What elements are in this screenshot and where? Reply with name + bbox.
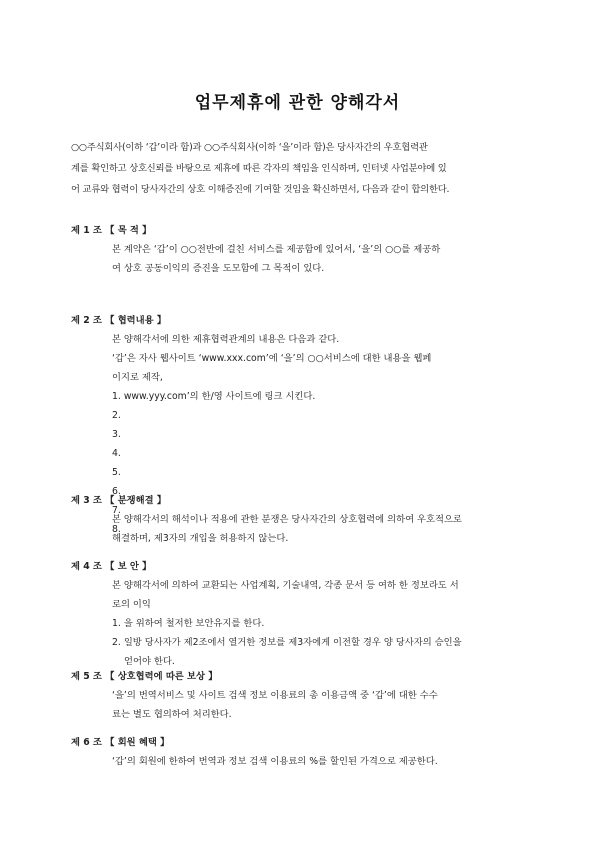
numbered-item: 2. <box>112 410 121 421</box>
article-title: 【 보 안 】 <box>105 561 152 572</box>
article-heading <box>71 558 541 576</box>
article-body <box>71 240 541 278</box>
article-title: 【 상호협력에 따른 보상 】 <box>105 671 218 682</box>
body-line: 본 양해각서의 해석이나 적용에 관한 분쟁은 당사자간의 상호협력에 의하여 우호적으로 <box>112 514 462 525</box>
body-line: 여 상호 공동이익의 증진을 도모함에 그 목적이 있다. <box>112 263 325 274</box>
article-6 <box>71 734 541 771</box>
body-line: 해결하며, 제3자의 개입을 허용하지 않는다. <box>112 533 289 544</box>
numbered-item: 1. 을 위하여 철저한 보안유지를 한다. <box>112 618 265 629</box>
intro-paragraph <box>71 137 535 200</box>
body-line: 로의 이익 <box>112 599 151 610</box>
article-number: 제 3 조 <box>71 495 102 506</box>
numbered-item: 2. 일방 당사자가 제2조에서 열거한 정보를 제3자에게 이전할 경우 양 당사자의 승인을 <box>112 637 462 648</box>
article-heading <box>71 734 541 752</box>
numbered-item: 6. <box>112 486 121 497</box>
article-5 <box>71 668 541 724</box>
intro-line: 어 교류와 협력이 당사자간의 상호 이해증진에 기여할 것임을 확신하면서, 다음과 같이 합의한다. <box>71 184 450 195</box>
numbered-item: 5. <box>112 467 121 478</box>
numbered-item: 8. <box>112 524 121 535</box>
article-title: 【 목 적 】 <box>105 225 152 236</box>
article-title: 【 분쟁해결 】 <box>105 495 167 506</box>
numbered-item: 1. www.yyy.com’의 한/영 사이트에 링크 시킨다. <box>112 391 316 402</box>
body-line: ‘갑’은 자사 웹사이트 ‘www.xxx.com’에 ‘을’의 ○○서비스에 대한 내용을 웹페 <box>112 353 432 364</box>
article-1 <box>71 222 541 278</box>
body-line: 본 계약은 ‘갑’이 ○○전반에 걸친 서비스를 제공함에 있어서, ‘을’의 ○○를 제공하 <box>112 244 441 255</box>
body-line: 본 양해각서에 의하여 교환되는 사업계획, 기술내역, 각종 문서 등 여하 한 정보라도 서 <box>112 580 459 591</box>
intro-line: 계를 확인하고 상호신뢰를 바탕으로 제휴에 따른 각자의 책임을 인식하며, 인터넷 사업분야에 있 <box>71 163 447 174</box>
article-3 <box>71 492 541 548</box>
body-line: 이지로 제작, <box>112 372 163 383</box>
body-line: 얻어야 한다. <box>124 656 175 667</box>
article-4 <box>71 558 541 671</box>
numbered-item: 4. <box>112 448 121 459</box>
article-body <box>71 576 541 671</box>
article-title: 【 회원 혜택 】 <box>105 737 170 748</box>
article-body <box>71 686 541 724</box>
numbered-item: 7. <box>112 505 121 516</box>
article-heading <box>71 492 541 510</box>
numbered-item: 3. <box>112 429 121 440</box>
article-heading <box>71 668 541 686</box>
body-line: ‘갑’의 회원에 한하여 번역과 정보 검색 이용료의 %를 할인된 가격으로 제공한다. <box>112 756 438 767</box>
article-number: 제 5 조 <box>71 671 102 682</box>
article-body <box>71 752 541 771</box>
article-number: 제 4 조 <box>71 561 102 572</box>
article-heading <box>71 312 541 330</box>
article-title: 【 협력내용 】 <box>105 315 167 326</box>
article-number: 제 6 조 <box>71 737 102 748</box>
article-number: 제 1 조 <box>71 225 102 236</box>
body-line: 본 양해각서에 의한 제휴협력관계의 내용은 다음과 같다. <box>112 334 340 345</box>
document-title: 업무제휴에 관한 양해각서 <box>194 93 401 113</box>
intro-line: ○○주식회사(이하 ‘갑’이라 함)과 ○○주식회사(이하 ‘을’이라 함)은 당사자간의 우호협력관 <box>71 142 428 153</box>
body-line: 료는 별도 협의하여 처리한다. <box>112 709 232 720</box>
body-line: ‘을’의 번역서비스 및 사이트 검색 정보 이용료의 총 이용금액 중 ‘갑’에 대한 수수 <box>112 690 438 701</box>
article-number: 제 2 조 <box>71 315 102 326</box>
article-body <box>71 510 541 548</box>
article-heading <box>71 222 541 240</box>
